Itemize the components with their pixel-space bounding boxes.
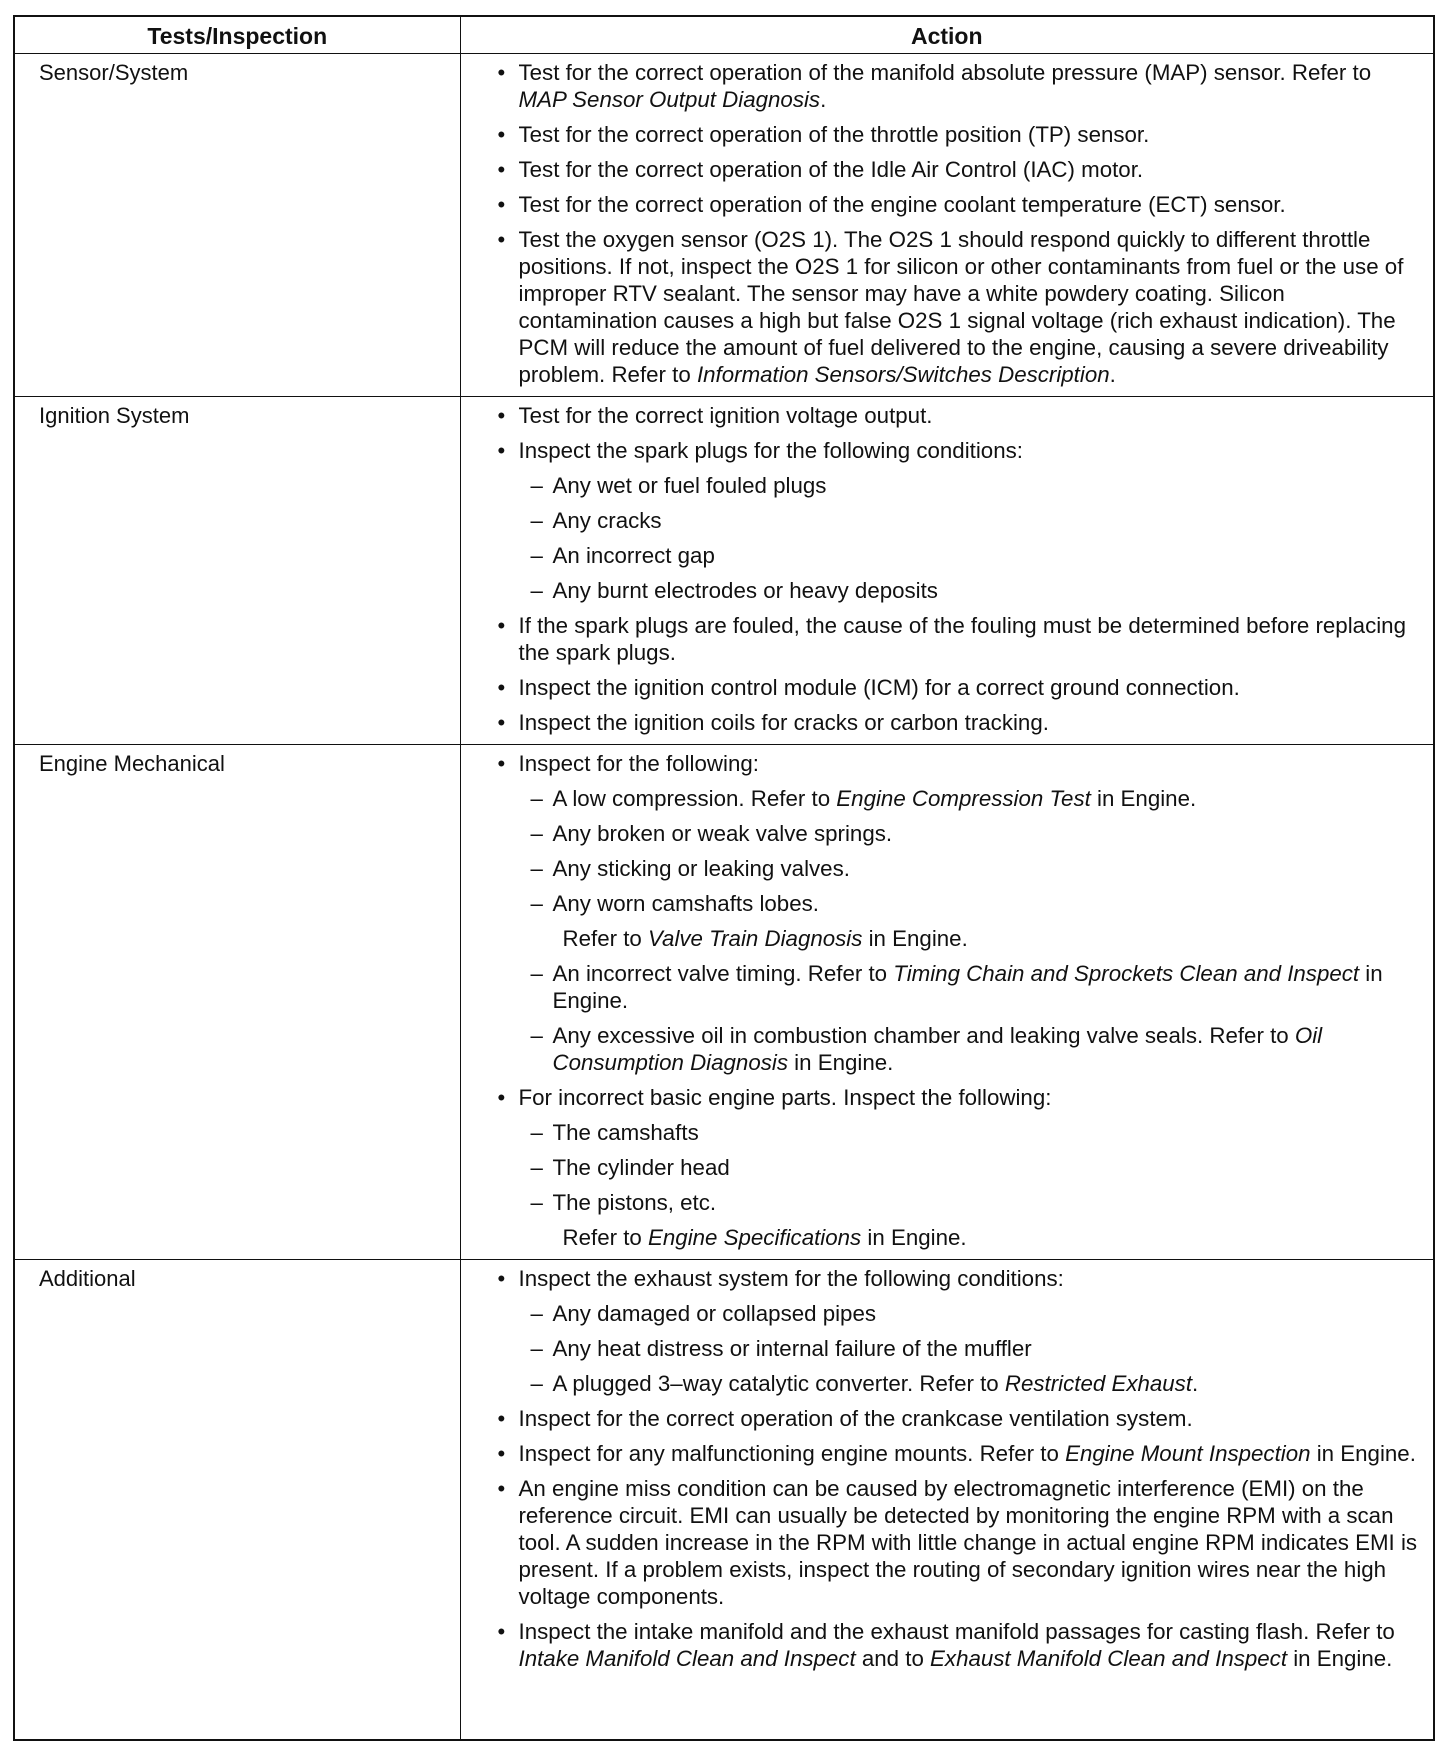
item-text: Inspect the ignition control module (ICM) for a correct ground connection. <box>518 675 1240 700</box>
reference-title: Information Sensors/Switches Description <box>696 362 1110 387</box>
reference-title: Timing Chain and Sprockets Clean and Inspect <box>893 961 1360 986</box>
action-cell <box>460 54 1434 397</box>
reference-title: Engine Mount Inspection <box>1065 1441 1311 1466</box>
diagnosis-table <box>13 15 1435 1741</box>
header-action: Action <box>460 16 1434 54</box>
reference-note <box>461 1224 1424 1251</box>
dash-item <box>461 1022 1424 1076</box>
item-text: Inspect for the following: <box>518 751 759 776</box>
dash-item <box>461 1119 1424 1146</box>
bullet-item <box>461 709 1424 736</box>
dash-item <box>461 472 1424 499</box>
reference-note <box>461 925 1424 952</box>
table-row-ignition-system <box>14 397 1434 745</box>
dash-item <box>461 1189 1424 1216</box>
item-text: in Engine. <box>787 1050 894 1075</box>
table-row-sensor-system <box>14 54 1434 397</box>
item-text: Any worn camshafts lobes. <box>552 891 819 916</box>
item-text: Test for the correct ignition voltage output. <box>518 403 933 428</box>
bullet-item <box>461 121 1424 148</box>
item-text: Inspect the exhaust system for the following conditions: <box>518 1266 1064 1291</box>
dash-item <box>461 820 1424 847</box>
item-text: Test for the correct operation of the throttle position (TP) sensor. <box>518 122 1150 147</box>
item-text: Inspect for any malfunctioning engine mounts. Refer to <box>518 1441 1066 1466</box>
action-list <box>461 1265 1424 1672</box>
bullet-item <box>461 437 1424 464</box>
action-cell <box>460 745 1434 1260</box>
dash-item <box>461 890 1424 917</box>
item-text: Any burnt electrodes or heavy deposits <box>552 578 938 603</box>
item-text: in Engine. <box>1310 1441 1416 1466</box>
item-text: Any heat distress or internal failure of the muffler <box>552 1336 1032 1361</box>
item-text: in Engine. <box>552 961 1383 1013</box>
item-text: An incorrect gap <box>552 543 715 568</box>
item-text: Refer to <box>562 1225 649 1250</box>
item-text: Any sticking or leaking valves. <box>552 856 850 881</box>
item-text: and to <box>855 1646 931 1671</box>
reference-title: Engine Compression Test <box>836 786 1091 811</box>
item-text: Any excessive oil in combustion chamber and leaking valve seals. Refer to <box>552 1023 1295 1048</box>
item-text: An incorrect valve timing. Refer to <box>552 961 894 986</box>
bullet-item <box>461 1440 1424 1467</box>
item-text: in Engine. <box>861 1225 967 1250</box>
dash-item <box>461 1335 1424 1362</box>
action-list <box>461 59 1424 388</box>
item-text: Any cracks <box>552 508 662 533</box>
item-text: Inspect for the correct operation of the crankcase ventilation system. <box>518 1406 1193 1431</box>
item-text: Test for the correct operation of the engine coolant temperature (ECT) sensor. <box>518 192 1286 217</box>
item-text: . <box>1192 1371 1199 1396</box>
item-text: Test for the correct operation of the manifold absolute pressure (MAP) sensor. Refer to <box>518 60 1372 85</box>
bullet-item <box>461 226 1424 388</box>
item-text: Refer to <box>562 926 649 951</box>
reference-title: Restricted Exhaust <box>1004 1371 1193 1396</box>
action-list <box>461 402 1424 736</box>
dash-item <box>461 855 1424 882</box>
header-row <box>14 16 1434 54</box>
item-text: in Engine. <box>1090 786 1197 811</box>
category-cell: Ignition System <box>14 397 460 745</box>
dash-item <box>461 577 1424 604</box>
action-list <box>461 750 1424 1251</box>
bullet-item <box>461 1618 1424 1672</box>
item-text: Inspect the intake manifold and the exhaust manifold passages for casting flash. Refer to <box>518 1619 1395 1644</box>
item-text: If the spark plugs are fouled, the cause of the fouling must be determined before replacing the spark plugs. <box>518 613 1406 665</box>
dash-item <box>461 542 1424 569</box>
reference-title: Oil Consumption Diagnosis <box>552 1023 1323 1075</box>
item-text: Any wet or fuel fouled plugs <box>552 473 827 498</box>
item-text: in Engine. <box>862 926 968 951</box>
dash-item <box>461 785 1424 812</box>
bullet-item <box>461 1405 1424 1432</box>
dash-item <box>461 1300 1424 1327</box>
bullet-item <box>461 1084 1424 1111</box>
bullet-item <box>461 59 1424 113</box>
bullet-item <box>461 750 1424 777</box>
category-cell: Sensor/System <box>14 54 460 397</box>
item-text: Any broken or weak valve springs. <box>552 821 893 846</box>
item-text: Inspect the ignition coils for cracks or carbon tracking. <box>518 710 1049 735</box>
item-text: A plugged 3–way catalytic converter. Refer to <box>552 1371 1005 1396</box>
reference-title: MAP Sensor Output Diagnosis <box>518 87 821 112</box>
bullet-item <box>461 402 1424 429</box>
document-page <box>13 15 1435 1741</box>
category-cell: Engine Mechanical <box>14 745 460 1260</box>
header-tests-inspection: Tests/Inspection <box>14 16 460 54</box>
reference-title: Engine Specifications <box>648 1225 862 1250</box>
item-text: The pistons, etc. <box>552 1190 717 1215</box>
dash-item <box>461 507 1424 534</box>
reference-title: Intake Manifold Clean and Inspect <box>518 1646 856 1671</box>
item-text: For incorrect basic engine parts. Inspect the following: <box>518 1085 1052 1110</box>
bullet-item <box>461 674 1424 701</box>
action-cell <box>460 397 1434 745</box>
item-text: An engine miss condition can be caused by electromagnetic interference (EMI) on the reference circuit. EMI can usually be detected by monitoring the engine RPM with a scan tool. A sudden increase in the RPM with little change in actual engine RPM indicates EMI is present. If a problem exists, inspect the routing of secondary ignition wires near the high voltage components. <box>518 1476 1418 1609</box>
item-text: The camshafts <box>552 1120 699 1145</box>
reference-title: Exhaust Manifold Clean and Inspect <box>930 1646 1288 1671</box>
dash-item <box>461 960 1424 1014</box>
item-text: The cylinder head <box>552 1155 730 1180</box>
bullet-item <box>461 156 1424 183</box>
bullet-item <box>461 1265 1424 1292</box>
item-text: . <box>820 87 827 112</box>
bullet-item <box>461 1475 1424 1610</box>
category-cell: Additional <box>14 1260 460 1741</box>
dash-item <box>461 1370 1424 1397</box>
dash-item <box>461 1154 1424 1181</box>
table-row-engine-mechanical <box>14 745 1434 1260</box>
reference-title: Valve Train Diagnosis <box>648 926 863 951</box>
item-text: A low compression. Refer to <box>552 786 837 811</box>
item-text: Any damaged or collapsed pipes <box>552 1301 877 1326</box>
table-row-additional <box>14 1260 1434 1741</box>
item-text: Inspect the spark plugs for the following conditions: <box>518 438 1023 463</box>
item-text: in Engine. <box>1287 1646 1393 1671</box>
bullet-item <box>461 612 1424 666</box>
item-text: Test the oxygen sensor (O2S 1). The O2S 1 should respond quickly to different throttle positions. If not, inspect the O2S 1 for silicon or other contaminants from fuel or the use of improper RTV sealant. The sensor may have a white powdery coating. Silicon contamination causes a high but false O2S 1 signal voltage (rich exhaust indication). The PCM will reduce the amount of fuel delivered to the engine, causing a severe driveability problem. Refer to <box>518 227 1404 387</box>
action-cell <box>460 1260 1434 1741</box>
bullet-item <box>461 191 1424 218</box>
item-text: Test for the correct operation of the Idle Air Control (IAC) motor. <box>518 157 1144 182</box>
item-text: . <box>1109 362 1116 387</box>
